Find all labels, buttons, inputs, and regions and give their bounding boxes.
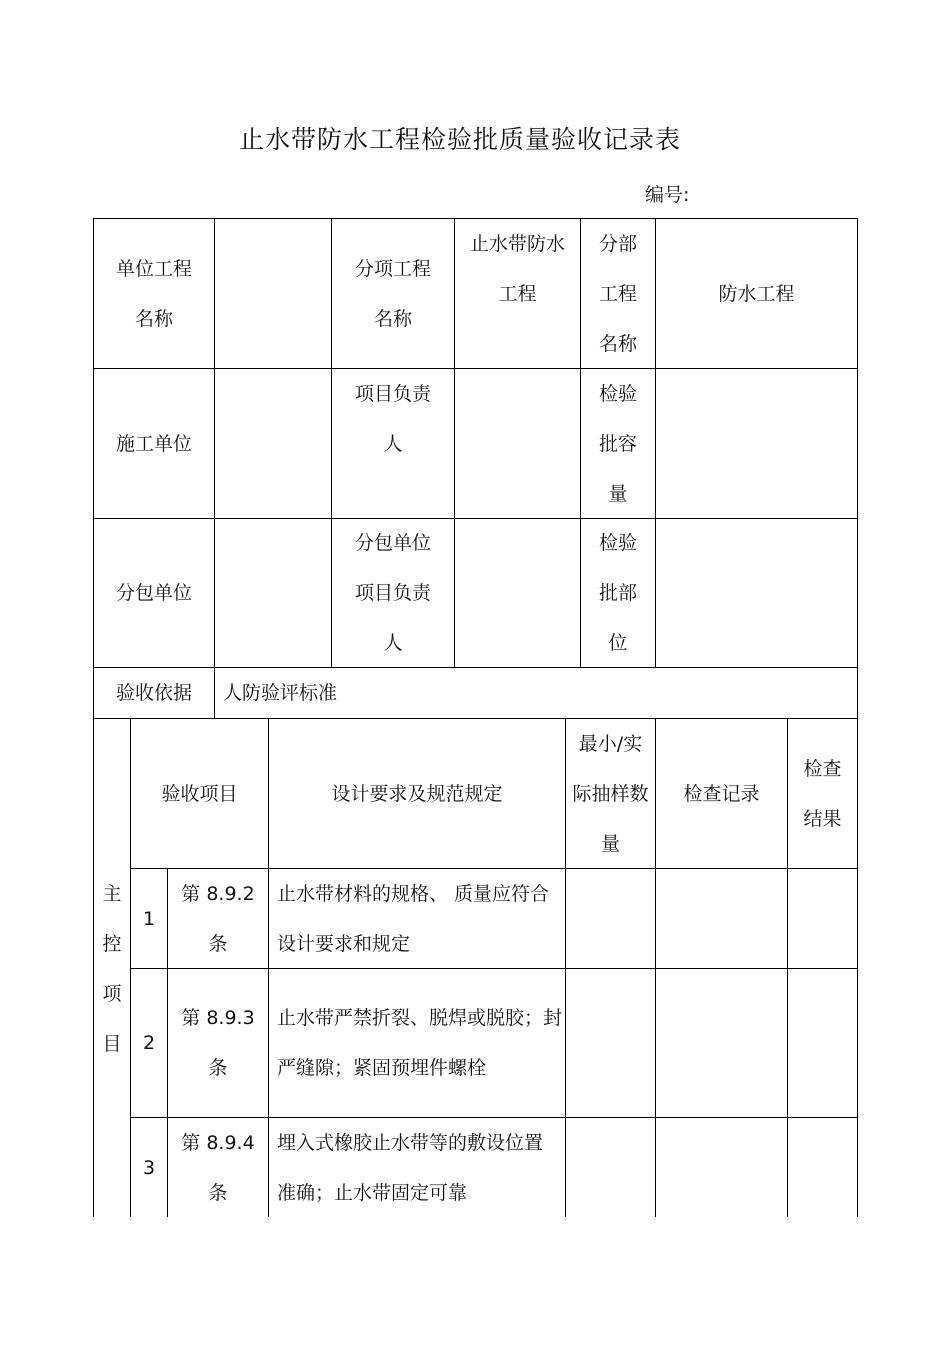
row-number: 1 bbox=[142, 907, 156, 930]
project-manager-label: 项目负责人 bbox=[354, 382, 431, 455]
clause-reference: 第 8.9.4 条 bbox=[181, 1131, 255, 1204]
inspection-result-cell[interactable] bbox=[788, 969, 857, 1117]
requirement-text: 埋入式橡胶止水带等的敷设位置准确；止水带固定可靠 bbox=[277, 1131, 544, 1204]
sample-count-cell[interactable] bbox=[566, 969, 655, 1117]
sub-item-project-name-value[interactable]: 止水带防水工程 bbox=[469, 232, 565, 305]
inspection-record-cell[interactable] bbox=[656, 1118, 787, 1217]
serial-number-label: 编号: bbox=[645, 184, 690, 206]
column-header-record: 检查记录 bbox=[683, 782, 760, 805]
table-border bbox=[857, 218, 858, 1217]
clause-reference: 第 8.9.2 条 bbox=[181, 882, 255, 955]
inspection-result-cell[interactable] bbox=[788, 1118, 857, 1217]
row-number: 3 bbox=[142, 1156, 156, 1179]
construction-unit-label: 施工单位 bbox=[115, 432, 192, 455]
batch-capacity-value[interactable] bbox=[656, 369, 857, 518]
acceptance-basis-label: 验收依据 bbox=[115, 682, 192, 704]
sub-division-project-name-label: 分部工程名称 bbox=[598, 232, 637, 355]
sub-division-project-name-value[interactable]: 防水工程 bbox=[718, 282, 795, 305]
sample-count-cell[interactable] bbox=[566, 869, 655, 968]
unit-project-name-label: 单位工程名称 bbox=[115, 257, 192, 330]
project-manager-value[interactable] bbox=[455, 369, 580, 518]
unit-project-name-value[interactable] bbox=[215, 219, 331, 368]
column-header-sample: 最小/实际抽样数量 bbox=[572, 732, 649, 855]
sub-item-project-name-label: 分项工程名称 bbox=[354, 257, 431, 330]
sample-count-cell[interactable] bbox=[566, 1118, 655, 1217]
clause-reference: 第 8.9.3 条 bbox=[181, 1007, 255, 1079]
row-number: 2 bbox=[142, 1032, 156, 1054]
batch-location-label: 检验批部位 bbox=[598, 532, 637, 654]
main-control-label: 主控项目 bbox=[102, 883, 122, 1055]
batch-location-value[interactable] bbox=[656, 519, 857, 667]
column-header-requirement: 设计要求及规范规定 bbox=[331, 782, 503, 805]
inspection-record-cell[interactable] bbox=[656, 869, 787, 968]
inspection-record-cell[interactable] bbox=[656, 969, 787, 1117]
subcontractor-manager-value[interactable] bbox=[455, 519, 580, 667]
subcontractor-manager-label: 分包单位项目负责人 bbox=[354, 532, 431, 654]
construction-unit-value[interactable] bbox=[215, 369, 331, 518]
subcontractor-value[interactable] bbox=[215, 519, 331, 667]
acceptance-basis-value[interactable]: 人防验评标准 bbox=[223, 682, 338, 704]
subcontractor-label: 分包单位 bbox=[115, 582, 192, 604]
document-title: 止水带防水工程检验批质量验收记录表 bbox=[238, 125, 681, 154]
requirement-text: 止水带材料的规格、 质量应符合设计要求和规定 bbox=[277, 882, 550, 955]
column-header-result: 检查结果 bbox=[803, 757, 842, 830]
batch-capacity-label: 检验批容量 bbox=[598, 382, 637, 505]
requirement-text: 止水带严禁折裂、脱焊或脱胶；封严缝隙；紧固预埋件螺栓 bbox=[277, 1007, 563, 1079]
inspection-result-cell[interactable] bbox=[788, 869, 857, 968]
column-header-item: 验收项目 bbox=[161, 782, 238, 805]
